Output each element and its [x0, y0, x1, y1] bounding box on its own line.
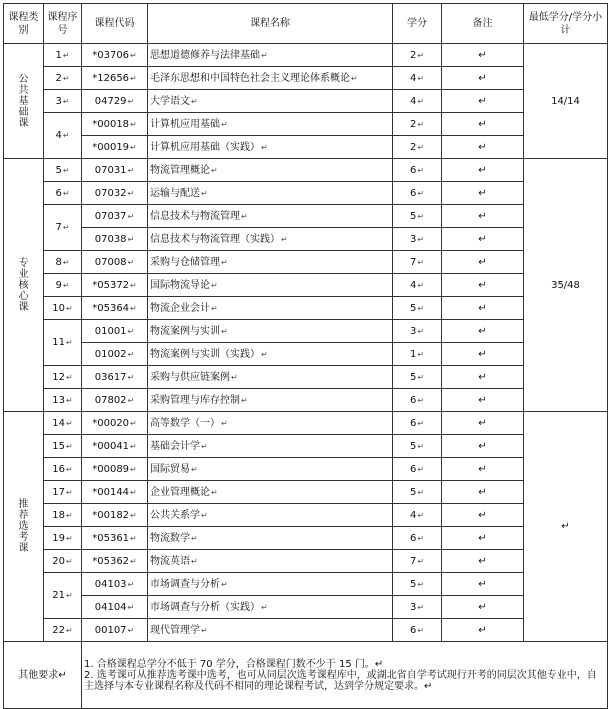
note-cell: ↵ [442, 389, 524, 412]
note-cell: ↵ [442, 297, 524, 320]
course-name-cell: 采购与供应链案例 ↵ [148, 366, 393, 389]
seq-cell: 8 ↵ [44, 251, 82, 274]
seq-cell: 4 ↵ [44, 113, 82, 159]
course-name-cell: 采购与仓储管理 ↵ [148, 251, 393, 274]
table-row [4, 458, 608, 481]
credit-cell: 6 ↵ [393, 412, 442, 435]
course-name-cell: 计算机应用基础（实践） ↵ [148, 136, 393, 159]
seq-cell: 5 ↵ [44, 159, 82, 182]
table-row [4, 596, 608, 619]
credit-cell: 5 ↵ [393, 573, 442, 596]
code-cell: 04103 ↵ [82, 573, 148, 596]
other-requirements-text [82, 642, 608, 709]
header-min-credit: 最低学分/学分小计 [524, 4, 608, 44]
code-cell: 00107 ↵ [82, 619, 148, 642]
other-requirements-label: 其他要求↵ [4, 642, 82, 709]
requirement-2: 2. 选考课可从推荐选考课中选考，也可从同层次选考课程库中，或湖北省自学考试现行开考的同层次其他专业中，自主选择与本专业课程名称及代码不相同的理论课程考试，达到学分规定要求。↵ [84, 669, 597, 692]
table-row [4, 228, 608, 251]
code-cell: *05364 ↵ [82, 297, 148, 320]
seq-cell: 17 ↵ [44, 481, 82, 504]
course-name-cell: 市场调查与分析 ↵ [148, 573, 393, 596]
header-seq: 课程序号 [44, 4, 82, 44]
credit-cell: 5 ↵ [393, 205, 442, 228]
code-cell: *05361 ↵ [82, 527, 148, 550]
course-name-cell: 物流企业会计 ↵ [148, 297, 393, 320]
credit-cell: 4 ↵ [393, 274, 442, 297]
note-cell: ↵ [442, 435, 524, 458]
seq-cell: 14 ↵ [44, 412, 82, 435]
table-row [4, 90, 608, 113]
code-cell: *05362 ↵ [82, 550, 148, 573]
note-cell: ↵ [442, 67, 524, 90]
credit-cell: 3 ↵ [393, 596, 442, 619]
table-row [4, 389, 608, 412]
course-name-cell: 思想道德修养与法律基础 ↵ [148, 44, 393, 67]
credit-cell: 4 ↵ [393, 67, 442, 90]
course-name-cell: 国际物流导论 ↵ [148, 274, 393, 297]
code-cell: 07037 ↵ [82, 205, 148, 228]
code-cell: *00089 ↵ [82, 458, 148, 481]
credit-cell: 6 ↵ [393, 182, 442, 205]
credit-cell: 2 ↵ [393, 136, 442, 159]
seq-cell: 13 ↵ [44, 389, 82, 412]
credit-cell: 6 ↵ [393, 159, 442, 182]
note-cell: ↵ [442, 136, 524, 159]
code-cell: *00144 ↵ [82, 481, 148, 504]
category-elective: 推 荐 选 考 课 [4, 412, 44, 642]
code-cell: 07038 ↵ [82, 228, 148, 251]
min-credit-core: 35/48 [524, 159, 608, 412]
credit-cell: 2 ↵ [393, 44, 442, 67]
note-cell: ↵ [442, 412, 524, 435]
table-row [4, 412, 608, 435]
credit-cell: 5 ↵ [393, 366, 442, 389]
code-cell: 03617 ↵ [82, 366, 148, 389]
note-cell: ↵ [442, 550, 524, 573]
note-cell: ↵ [442, 504, 524, 527]
course-name-cell: 现代管理学 ↵ [148, 619, 393, 642]
note-cell: ↵ [442, 527, 524, 550]
note-cell: ↵ [442, 366, 524, 389]
course-name-cell: 运输与配送 ↵ [148, 182, 393, 205]
credit-cell: 6 ↵ [393, 389, 442, 412]
course-name-cell: 公共关系学 ↵ [148, 504, 393, 527]
seq-cell: 7 ↵ [44, 205, 82, 251]
course-name-cell: 基础会计学 ↵ [148, 435, 393, 458]
min-credit-elective: ↵ [524, 412, 608, 642]
note-cell: ↵ [442, 251, 524, 274]
note-cell: ↵ [442, 44, 524, 67]
credit-cell: 7 ↵ [393, 251, 442, 274]
seq-cell: 12 ↵ [44, 366, 82, 389]
table-row [4, 251, 608, 274]
course-name-cell: 大学语文 ↵ [148, 90, 393, 113]
credit-cell: 4 ↵ [393, 504, 442, 527]
note-cell: ↵ [442, 596, 524, 619]
seq-cell: 22 ↵ [44, 619, 82, 642]
code-cell: *00019 ↵ [82, 136, 148, 159]
credit-cell: 1 ↵ [393, 343, 442, 366]
code-cell: *05372 ↵ [82, 274, 148, 297]
note-cell: ↵ [442, 159, 524, 182]
header-row [4, 4, 608, 44]
code-cell: *00041 ↵ [82, 435, 148, 458]
code-cell: 07802 ↵ [82, 389, 148, 412]
table-row [4, 274, 608, 297]
table-row [4, 320, 608, 343]
credit-cell: 6 ↵ [393, 458, 442, 481]
table-row [4, 550, 608, 573]
header-code: 课程代码 [82, 4, 148, 44]
category-public: 公 共 基 础 课 [4, 44, 44, 159]
table-row [4, 67, 608, 90]
table-row [4, 527, 608, 550]
course-name-cell: 物流案例与实训（实践） ↵ [148, 343, 393, 366]
course-name-cell: 物流数学 ↵ [148, 527, 393, 550]
other-requirements-row [4, 642, 608, 709]
credit-cell: 4 ↵ [393, 90, 442, 113]
credit-cell: 6 ↵ [393, 527, 442, 550]
note-cell: ↵ [442, 458, 524, 481]
seq-cell: 1 ↵ [44, 44, 82, 67]
credit-cell: 6 ↵ [393, 619, 442, 642]
seq-cell: 11 ↵ [44, 320, 82, 366]
table-row [4, 205, 608, 228]
code-cell: 07032 ↵ [82, 182, 148, 205]
seq-cell: 6 ↵ [44, 182, 82, 205]
seq-cell: 20 ↵ [44, 550, 82, 573]
note-cell: ↵ [442, 228, 524, 251]
note-cell: ↵ [442, 113, 524, 136]
table-row [4, 343, 608, 366]
note-cell: ↵ [442, 343, 524, 366]
header-category: 课程类别 [4, 4, 44, 44]
course-name-cell: 信息技术与物流管理 ↵ [148, 205, 393, 228]
seq-cell: 3 ↵ [44, 90, 82, 113]
table-row [4, 113, 608, 136]
table-row [4, 136, 608, 159]
table-row [4, 44, 608, 67]
table-row [4, 619, 608, 642]
code-cell: *03706 ↵ [82, 44, 148, 67]
course-name-cell: 物流案例与实训 ↵ [148, 320, 393, 343]
note-cell: ↵ [442, 274, 524, 297]
seq-cell: 10 ↵ [44, 297, 82, 320]
code-cell: 04729 ↵ [82, 90, 148, 113]
note-cell: ↵ [442, 182, 524, 205]
note-cell: ↵ [442, 619, 524, 642]
header-note: 备注 [442, 4, 524, 44]
course-name-cell: 国际贸易 ↵ [148, 458, 393, 481]
table-row [4, 504, 608, 527]
header-credit: 学分 [393, 4, 442, 44]
table-row [4, 435, 608, 458]
code-cell: *12656 ↵ [82, 67, 148, 90]
code-cell: *00182 ↵ [82, 504, 148, 527]
course-name-cell: 计算机应用基础 ↵ [148, 113, 393, 136]
course-name-cell: 企业管理概论 ↵ [148, 481, 393, 504]
course-name-cell: 物流管理概论 ↵ [148, 159, 393, 182]
seq-cell: 9 ↵ [44, 274, 82, 297]
note-cell: ↵ [442, 573, 524, 596]
course-name-cell: 采购管理与库存控制 ↵ [148, 389, 393, 412]
credit-cell: 5 ↵ [393, 297, 442, 320]
category-core: 专 业 核 心 课 [4, 159, 44, 412]
note-cell: ↵ [442, 205, 524, 228]
seq-cell: 16 ↵ [44, 458, 82, 481]
code-cell: 07031 ↵ [82, 159, 148, 182]
header-name: 课程名称 [148, 4, 393, 44]
curriculum-table [3, 3, 608, 709]
credit-cell: 3 ↵ [393, 320, 442, 343]
table-row [4, 573, 608, 596]
min-credit-public: 14/14 [524, 44, 608, 159]
credit-cell: 7 ↵ [393, 550, 442, 573]
table-row [4, 481, 608, 504]
code-cell: 07008 ↵ [82, 251, 148, 274]
seq-cell: 15 ↵ [44, 435, 82, 458]
note-cell: ↵ [442, 481, 524, 504]
seq-cell: 18 ↵ [44, 504, 82, 527]
course-name-cell: 物流英语 ↵ [148, 550, 393, 573]
credit-cell: 2 ↵ [393, 113, 442, 136]
code-cell: 04104 ↵ [82, 596, 148, 619]
credit-cell: 5 ↵ [393, 481, 442, 504]
credit-cell: 5 ↵ [393, 435, 442, 458]
requirement-1: 1. 合格课程总学分不低于 70 学分，合格课程门数不少于 15 门。↵ [84, 658, 384, 670]
table-row [4, 159, 608, 182]
note-cell: ↵ [442, 90, 524, 113]
course-name-cell: 毛泽东思想和中国特色社会主义理论体系概论 ↵ [148, 67, 393, 90]
course-name-cell: 高等数学（一） ↵ [148, 412, 393, 435]
seq-cell: 19 ↵ [44, 527, 82, 550]
note-cell: ↵ [442, 320, 524, 343]
code-cell: 01002 ↵ [82, 343, 148, 366]
course-name-cell: 信息技术与物流管理（实践） ↵ [148, 228, 393, 251]
code-cell: *00018 ↵ [82, 113, 148, 136]
seq-cell: 21 ↵ [44, 573, 82, 619]
credit-cell: 3 ↵ [393, 228, 442, 251]
seq-cell: 2 ↵ [44, 67, 82, 90]
table-row [4, 297, 608, 320]
code-cell: *00020 ↵ [82, 412, 148, 435]
table-row [4, 366, 608, 389]
table-row [4, 182, 608, 205]
course-name-cell: 市场调查与分析（实践） ↵ [148, 596, 393, 619]
code-cell: 01001 ↵ [82, 320, 148, 343]
